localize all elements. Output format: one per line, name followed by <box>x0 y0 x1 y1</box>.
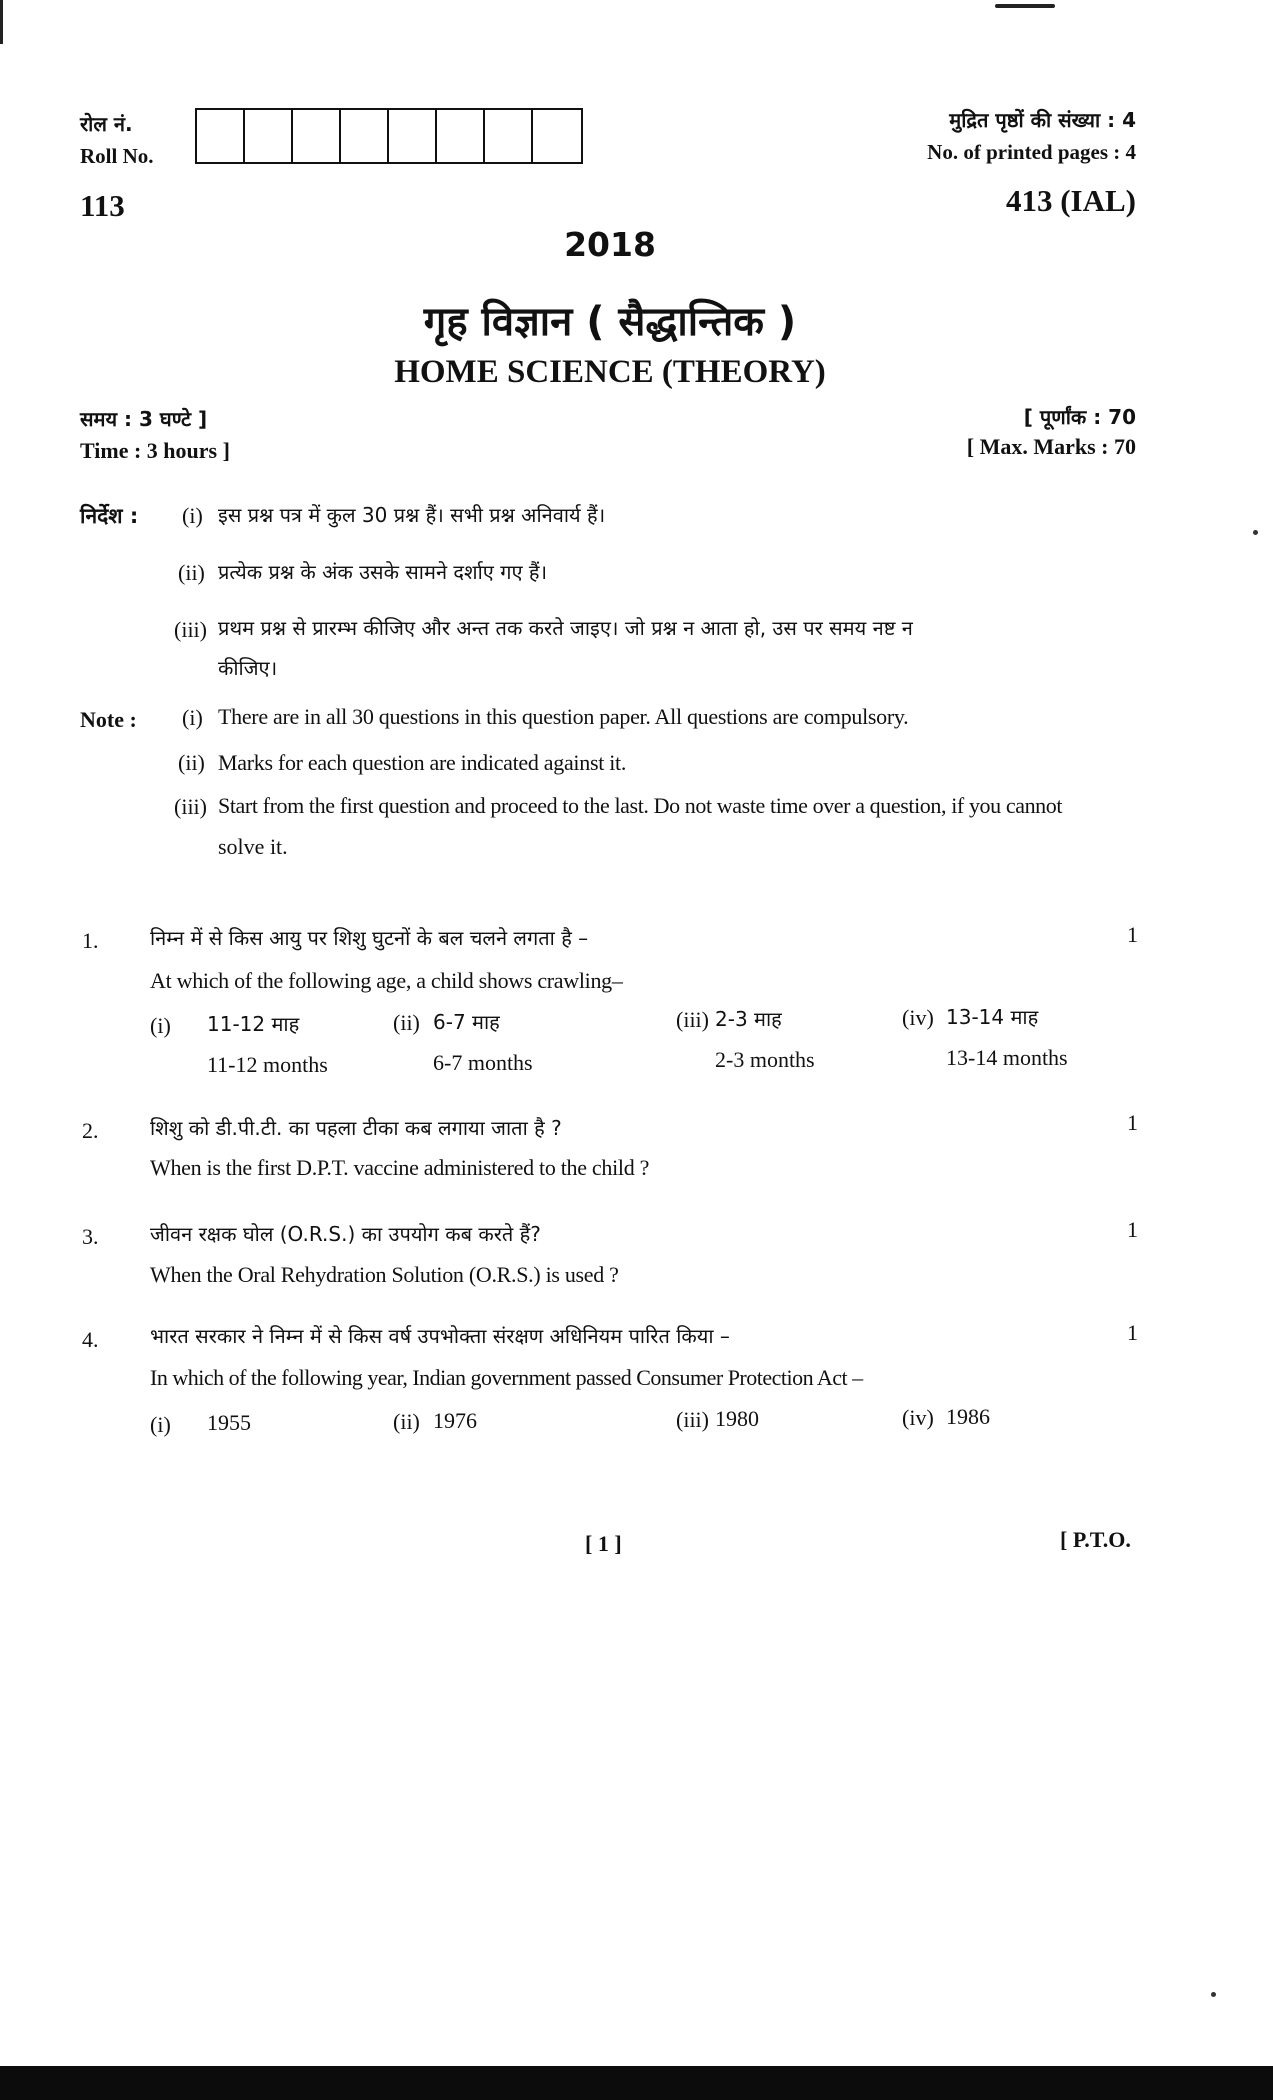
note-text: Start from the first question and proceed to the last. Do not waste time over a question, if you cannot <box>218 793 1063 818</box>
question-text-hi: जीवन रक्षक घोल (O.R.S.) का उपयोग कब करते हैं? <box>150 1222 541 1246</box>
note-label: Note : <box>80 707 137 732</box>
question-marks: 1 <box>1127 1320 1138 1345</box>
option-hi: 13-14 माह <box>946 1005 1039 1029</box>
option-num: (ii) <box>393 1010 420 1035</box>
option-en: 6-7 months <box>433 1050 533 1075</box>
option-num: (i) <box>150 1013 171 1038</box>
instructions-label-hi: निर्देश : <box>80 504 139 528</box>
roll-number-box[interactable] <box>195 108 583 164</box>
instruction-num: (iii) <box>174 617 207 642</box>
option-num: (iv) <box>902 1005 934 1030</box>
time-hi: समय : 3 घण्टे ] <box>80 407 208 431</box>
roll-cell[interactable] <box>533 110 581 162</box>
instruction-num: (ii) <box>178 560 205 585</box>
instruction-text: इस प्रश्न पत्र में कुल 30 प्रश्न हैं। सभी प्रश्न अनिवार्य हैं। <box>218 503 606 527</box>
note-num: (i) <box>182 705 203 730</box>
roll-cell[interactable] <box>293 110 341 162</box>
pto-label: [ P.T.O. <box>1060 1527 1131 1552</box>
option-num: (ii) <box>393 1409 420 1434</box>
roll-label-en: Roll No. <box>80 144 154 168</box>
scan-edge-left <box>0 0 3 44</box>
page-number: [ 1 ] <box>585 1531 622 1556</box>
roll-cell[interactable] <box>437 110 485 162</box>
option-value: 1955 <box>207 1410 251 1435</box>
note-text: Marks for each question are indicated against it. <box>218 750 627 775</box>
question-number: 4. <box>82 1327 99 1352</box>
printed-pages-en: No. of printed pages : 4 <box>927 140 1136 164</box>
question-text-hi: शिशु को डी.पी.टी. का पहला टीका कब लगाया जाता है ? <box>150 1116 562 1140</box>
max-marks-hi: [ पूर्णांक : 70 <box>1023 405 1136 429</box>
question-marks: 1 <box>1127 922 1138 947</box>
question-text-hi: भारत सरकार ने निम्न में से किस वर्ष उपभोक्ता संरक्षण अधिनियम पारित किया – <box>150 1324 730 1348</box>
option-hi: 11-12 माह <box>207 1012 300 1036</box>
option-num: (iii) <box>676 1407 709 1432</box>
scan-speck <box>1253 530 1258 535</box>
scan-mark-top <box>995 4 1055 8</box>
note-num: (ii) <box>178 750 205 775</box>
subject-title-hi: गृह विज्ञान ( सैद्धान्तिक ) <box>423 299 797 345</box>
subject-title-en: HOME SCIENCE (THEORY) <box>394 354 826 390</box>
printed-pages-hi: मुद्रित पृष्ठों की संख्या : 4 <box>949 108 1136 132</box>
option-num: (iv) <box>902 1405 934 1430</box>
instruction-num: (i) <box>182 503 203 528</box>
question-number: 3. <box>82 1224 99 1249</box>
option-en: 11-12 months <box>207 1052 328 1077</box>
instruction-text: प्रथम प्रश्न से प्रारम्भ कीजिए और अन्त तक करते जाइए। जो प्रश्न न आता हो, उस पर समय नष्ट न <box>218 616 913 640</box>
question-marks: 1 <box>1127 1217 1138 1242</box>
roll-label-hi: रोल नं. <box>80 112 133 136</box>
option-hi: 2-3 माह <box>715 1007 782 1031</box>
question-number: 1. <box>82 928 99 953</box>
note-text: There are in all 30 questions in this question paper. All questions are compulsory. <box>218 704 909 729</box>
option-en: 2-3 months <box>715 1047 815 1072</box>
question-text-en: When is the first D.P.T. vaccine administered to the child ? <box>150 1155 650 1180</box>
option-num: (iii) <box>676 1007 709 1032</box>
option-hi: 6-7 माह <box>433 1010 500 1034</box>
paper-code-left: 113 <box>80 188 125 223</box>
exam-year: 2018 <box>564 225 656 264</box>
scan-speck <box>1211 1992 1216 1997</box>
note-num: (iii) <box>174 794 207 819</box>
roll-cell[interactable] <box>245 110 293 162</box>
time-en: Time : 3 hours ] <box>80 438 230 463</box>
option-value: 1980 <box>715 1406 759 1431</box>
roll-cell[interactable] <box>389 110 437 162</box>
option-value: 1976 <box>433 1408 477 1433</box>
scan-bottom-band <box>0 2066 1273 2100</box>
max-marks-en: [ Max. Marks : 70 <box>966 434 1136 459</box>
paper-code-right: 413 (IAL) <box>1005 183 1136 218</box>
roll-cell[interactable] <box>341 110 389 162</box>
question-text-en: At which of the following age, a child shows crawling– <box>150 968 623 993</box>
instruction-text-cont: कीजिए। <box>218 656 278 680</box>
option-num: (i) <box>150 1412 171 1437</box>
roll-cell[interactable] <box>485 110 533 162</box>
instruction-text: प्रत्येक प्रश्न के अंक उसके सामने दर्शाए गए हैं। <box>218 560 548 584</box>
question-text-en: In which of the following year, Indian government passed Consumer Protection Act – <box>150 1365 863 1390</box>
note-text-cont: solve it. <box>218 834 288 859</box>
question-text-hi: निम्न में से किस आयु पर शिशु घुटनों के बल चलने लगता है – <box>150 926 589 950</box>
option-en: 13-14 months <box>946 1045 1068 1070</box>
roll-cell[interactable] <box>197 110 245 162</box>
option-value: 1986 <box>946 1404 990 1429</box>
question-number: 2. <box>82 1118 99 1143</box>
question-marks: 1 <box>1127 1110 1138 1135</box>
question-text-en: When the Oral Rehydration Solution (O.R.S.) is used ? <box>150 1262 619 1287</box>
